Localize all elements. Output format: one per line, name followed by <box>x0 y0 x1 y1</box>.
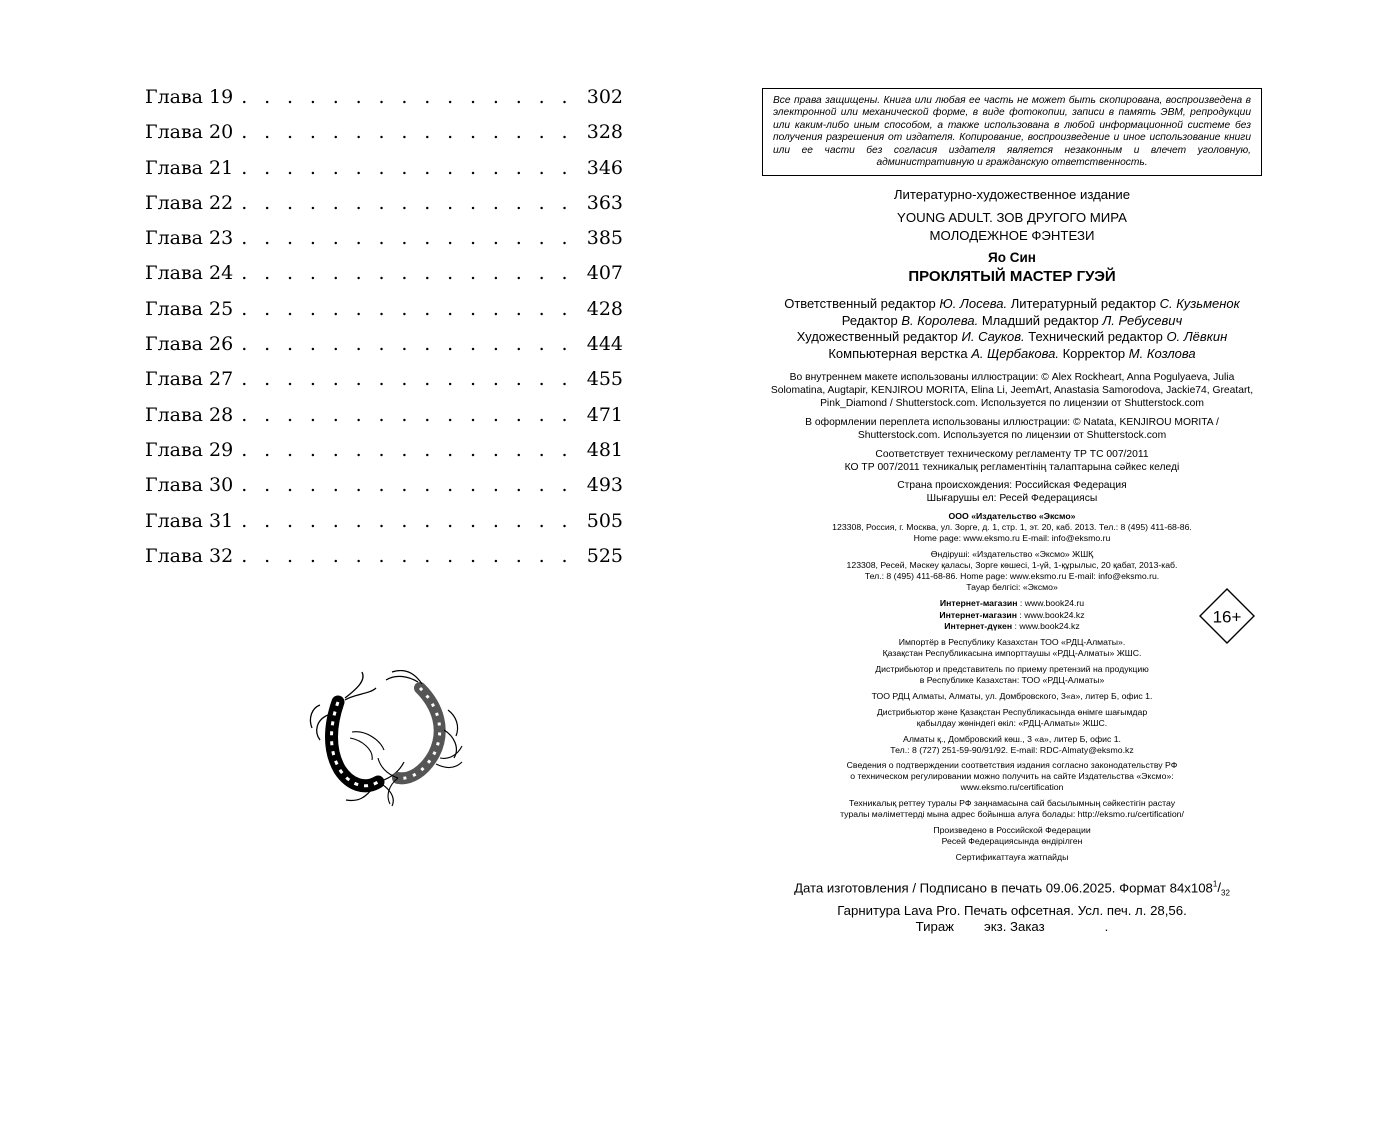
format-fraction: $^1/_{32}$ <box>1212 879 1230 898</box>
editor-name: С. Кузьменок <box>1159 296 1240 312</box>
editors-line-1 <box>762 296 1262 312</box>
kz-distributor-line-2: қабылдау жөніндегі өкіл: «РДЦ-Алматы» ЖШС. <box>916 717 1108 728</box>
rights-notice: Все права защищены. Книга или любая ее часть не может быть скопирована, воспроизведена в электронной или механической форме, в виде фотокопии, записи в память ЭВМ, репродукции или каким-либо иным способом, а также использована в любой информационной системе без получения разрешения от издателя. Копирование, воспроизведение и иное использование книги или ее части без согласия издателя является незаконным и влечет уголовную, административную и гражданскую ответственность. <box>773 95 1251 169</box>
toc-entry <box>145 221 623 256</box>
editor-role: Технический редактор <box>1028 329 1163 345</box>
shop-label: Интернет-дүкен <box>944 621 1013 632</box>
chapter-page-number: 346 <box>586 156 623 179</box>
shop-line-1 <box>762 598 1262 609</box>
shop-url: : www.book24.kz <box>1012 621 1080 632</box>
edition-type: Литературно-художественное издание <box>893 187 1131 203</box>
kz-certification-block <box>762 798 1262 820</box>
importer-line-1: Импортёр в Республику Казахстан ТОО «РДЦ-Алматы». <box>898 637 1126 648</box>
kz-trademark: Тауар белгісі: «Эксмо» <box>966 581 1058 592</box>
chapter-page-number: 328 <box>586 121 623 144</box>
chapter-page-number: 471 <box>586 403 623 426</box>
shop-label: Интернет-магазин <box>939 610 1017 621</box>
origin-block <box>762 825 1262 847</box>
run-label: Тираж <box>915 919 955 935</box>
chapter-title: Глава 25 <box>145 297 234 320</box>
cert-line-1: Сведения о подтверждении соответствия издания согласно законодательству РФ <box>846 760 1178 771</box>
dot-leader <box>241 504 579 539</box>
cover-illustrations-credit: В оформлении переплета использованы иллюстрации: © Natata, KENJIROU MORITA / Shutterstock.com. Используется по лицензии от Shutterstock.com <box>805 416 1219 441</box>
editor-role: Компьютерная верстка <box>828 345 968 361</box>
chapter-title: Глава 19 <box>145 86 234 108</box>
editor-role: Литературный редактор <box>1010 296 1156 312</box>
distributor-line-1: Дистрибьютор и представитель по приему претензий на продукцию <box>875 664 1149 675</box>
country-line-1: Страна происхождения: Российская Федерация <box>897 480 1127 492</box>
book-author: Яо Син <box>988 250 1036 266</box>
toc-entry <box>145 468 623 503</box>
editor-name: Ю. Лосева. <box>939 296 1008 312</box>
toc-entry <box>145 151 623 186</box>
dot-leader <box>241 539 579 574</box>
cert-line-3: www.eksmo.ru/certification <box>960 782 1064 793</box>
dot-leader <box>241 186 579 221</box>
print-date: Дата изготовления / Подписано в печать 09.06.2025. Формат 84x108 <box>794 880 1213 896</box>
publisher-address: 123308, Россия, г. Москва, ул. Зорге, д. 1, стр. 1, эт. 20, каб. 2013. Тел.: 8 (495) 411-68-86. <box>832 522 1192 533</box>
age-rating-text: 16+ <box>1212 607 1242 627</box>
chapter-title: Глава 22 <box>145 191 234 214</box>
book-title: ПРОКЛЯТЫЙ МАСТЕР ГУЭЙ <box>908 268 1116 286</box>
editor-name: И. Сауков. <box>961 329 1025 345</box>
chapter-page-number: 407 <box>586 262 623 285</box>
editor-role: Редактор <box>841 312 898 328</box>
editors-line-3 <box>762 329 1262 345</box>
kz-distributor-line-1: Дистрибьютор және Қазақстан Республикасында өнімге шағымдар <box>876 706 1148 717</box>
imprint-block <box>762 88 1262 936</box>
chapter-title: Глава 26 <box>145 333 234 356</box>
toc-entry <box>145 433 623 468</box>
chapter-title: Глава 31 <box>145 509 234 532</box>
publisher-web: Home page: www.eksmo.ru E-mail: info@eksmo.ru <box>913 533 1111 544</box>
importer-line-2: Қазақстан Республикасына импорттаушы «РДЦ-Алматы» ЖШС. <box>882 648 1142 659</box>
toc-entry <box>145 186 623 221</box>
editor-role: Корректор <box>1062 345 1126 361</box>
chapter-page-number: 481 <box>586 438 623 461</box>
distributor-block <box>762 664 1262 686</box>
dot-leader <box>241 292 579 327</box>
table-of-contents <box>145 80 623 574</box>
editor-role: Художественный редактор <box>796 329 958 345</box>
country-line-2: Шығарушы ел: Ресей Федерациясы <box>926 493 1098 505</box>
kz-distributor-block <box>762 707 1262 729</box>
dot-leader <box>241 398 579 433</box>
shop-line-2 <box>762 610 1262 621</box>
toc-entry <box>145 398 623 433</box>
chapter-page-number: 505 <box>586 509 623 532</box>
online-shops <box>762 598 1262 633</box>
dot-leader <box>241 362 579 397</box>
dot-leader <box>241 221 579 256</box>
kz-telephone: Тел.: 8 (727) 251-59-90/91/92. E-mail: RDC-Almaty@eksmo.kz <box>890 744 1134 755</box>
toc-entry <box>145 327 623 362</box>
print-date-line <box>762 877 1262 903</box>
koi-fish-icon <box>300 670 465 810</box>
dot-leader <box>241 80 579 115</box>
age-rating-badge <box>1199 588 1255 644</box>
print-info <box>762 877 1262 936</box>
importer-block <box>762 637 1262 659</box>
chapter-title: Глава 30 <box>145 474 234 497</box>
chapter-title: Глава 24 <box>145 262 234 285</box>
regulation-line-2: КО ТР 007/2011 техникалық регламентінің талаптарына сәйкес келеді <box>844 461 1180 473</box>
toc-entry <box>145 362 623 397</box>
editor-name: В. Королева. <box>901 312 979 328</box>
chapter-page-number: 363 <box>586 191 623 214</box>
toc-entry <box>145 80 623 115</box>
toc-entry <box>145 539 623 574</box>
kz-publisher-block <box>762 549 1262 593</box>
cert-line-2: о техническом регулировании можно получить на сайте Издательства «Эксмо»: <box>850 771 1174 782</box>
run-end: . <box>1104 919 1109 935</box>
shop-label: Интернет-магазин <box>939 597 1018 608</box>
dot-leader <box>241 115 579 150</box>
distributor-line-2: в Республике Казахстан: ТОО «РДЦ-Алматы» <box>919 675 1105 685</box>
certification-block <box>762 760 1262 793</box>
series-line-1: YOUNG ADULT. ЗОВ ДРУГОГО МИРА <box>897 210 1127 226</box>
rights-notice-box <box>762 88 1262 176</box>
chapter-page-number: 428 <box>586 297 623 320</box>
made-line-1: Произведено в Российской Федерации <box>933 824 1091 835</box>
chapter-page-number: 493 <box>586 474 623 497</box>
shop-url: : www.book24.kz <box>1017 610 1085 621</box>
dot-leader <box>241 327 579 362</box>
editors-credits <box>762 296 1262 362</box>
series-line-2: МОЛОДЕЖНОЕ ФЭНТЕЗИ <box>929 228 1095 244</box>
format-numerator: 1 <box>1212 879 1218 889</box>
chapter-title: Глава 28 <box>145 403 234 426</box>
chapter-page-number: 525 <box>586 544 623 567</box>
toc-entry <box>145 292 623 327</box>
chapter-title: Глава 20 <box>145 121 234 144</box>
kz-cert-line-1: Техникалық реттеу туралы РФ заңнамасына сай басылымның сәйкестігін растау <box>848 798 1176 809</box>
kz-maker: Өндіруші: «Издательство «Эксмо» ЖШҚ <box>930 548 1094 559</box>
publisher-name: ООО «Издательство «Эксмо» <box>948 511 1076 522</box>
no-certification: Сертификаттауға жатпайды <box>955 851 1069 862</box>
dot-leader <box>241 256 579 291</box>
toc-entry <box>145 256 623 291</box>
kz-contacts: Тел.: 8 (495) 411-68-86. Home page: www.eksmo.ru E-mail: info@eksmo.ru. <box>864 570 1160 581</box>
made-line-2: Ресей Федерациясында өндірілген <box>941 835 1083 846</box>
chapter-page-number: 455 <box>586 368 623 391</box>
dot-leader <box>241 433 579 468</box>
chapter-page-number: 385 <box>586 227 623 250</box>
kz-cert-line-2: туралы мәліметтерді мына адрес бойынша алуға болады: http://eksmo.ru/certification/ <box>840 809 1184 820</box>
dot-leader <box>241 151 579 186</box>
shop-url: : www.book24.ru <box>1017 597 1085 608</box>
kz-address-2: Алматы қ., Домбровский көш., 3 «а», литер Б, офис 1. <box>903 733 1121 744</box>
editor-role: Младший редактор <box>981 312 1099 328</box>
editor-role: Ответственный редактор <box>784 296 936 312</box>
print-run-line <box>762 919 1262 936</box>
editor-name: А. Щербакова. <box>971 345 1059 361</box>
chapter-title: Глава 27 <box>145 368 234 391</box>
inner-illustrations-credit: Во внутреннем макете использованы иллюстрации: © Alex Rockheart, Anna Pogulyaeva, Julia Solomatina, Augtapir, KENJIROU MORITA, Elina Li, JeemArt, Anastasia Samorodova, Jackie74, Greatart, Pink_Diamond / Shutterstock.com. Используется по лицензии от Shutterstock.com <box>770 372 1254 409</box>
toc-entry <box>145 115 623 150</box>
run-copies: экз. Заказ <box>984 919 1045 935</box>
kz-address: 123308, Ресей, Мәскеу қаласы, Зорге көшесі, 1-үй, 1-құрылыс, 20 қабат, 2013-каб. <box>846 559 1178 570</box>
editor-name: О. Лёвкин <box>1166 329 1228 345</box>
editors-line-2 <box>762 313 1262 329</box>
chapter-page-number: 444 <box>586 333 623 356</box>
chapter-title: Глава 21 <box>145 156 234 179</box>
chapter-title: Глава 32 <box>145 544 234 567</box>
chapter-title: Глава 23 <box>145 227 234 250</box>
dot-leader <box>241 468 579 503</box>
editor-name: М. Козлова <box>1128 345 1196 361</box>
editors-line-4 <box>762 346 1262 362</box>
regulation-line-1: Соответствует техническому регламенту ТР ТС 007/2011 <box>875 448 1149 460</box>
publisher-block <box>762 511 1262 544</box>
editor-name: Л. Ребусевич <box>1102 312 1183 328</box>
chapter-title: Глава 29 <box>145 438 234 461</box>
shop-line-3 <box>762 621 1262 632</box>
rdc-address: ТОО РДЦ Алматы, Алматы, ул. Домбровского, 3«а», литер Б, офис 1. <box>871 690 1153 701</box>
kz-contacts-block <box>762 734 1262 756</box>
format-denominator: 32 <box>1221 888 1230 898</box>
toc-entry <box>145 504 623 539</box>
chapter-page-number: 302 <box>586 86 623 108</box>
typeface-line: Гарнитура Lava Pro. Печать офсетная. Усл. печ. л. 28,56. <box>837 902 1187 918</box>
